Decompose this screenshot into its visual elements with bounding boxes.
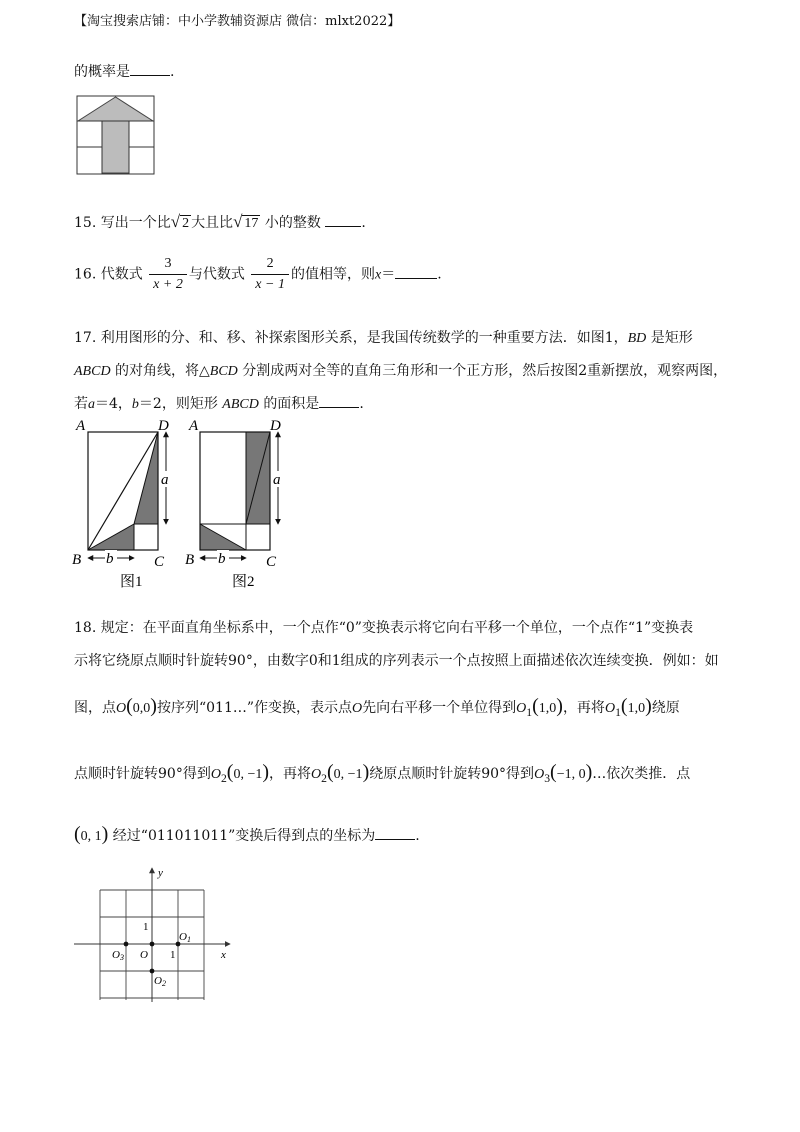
- label-o: O: [140, 949, 148, 961]
- q18-coord-o1: 1,0: [538, 701, 557, 716]
- q17-text-5: 若: [74, 396, 88, 412]
- q17-a-value: ＝4，: [95, 396, 132, 412]
- q17-b: b: [131, 397, 139, 412]
- fraction-1: $\frac{3}{x + 2}$: [149, 254, 187, 295]
- point-o3: [124, 942, 129, 947]
- q18-coord-o3: −1, 0: [556, 767, 586, 782]
- y-axis-label: y: [158, 867, 163, 879]
- fig2-label-a-length: a: [273, 472, 281, 488]
- q18-point-o1-b: O: [604, 701, 616, 716]
- x-tick-1: 1: [170, 949, 176, 961]
- q18-text-9: …依次类推．点: [592, 766, 691, 782]
- q18-text-3: 先向右平移一个单位得到: [362, 700, 517, 716]
- page-header: 【淘宝搜索店铺：中小学教辅资源店 微信：mlxt2022】: [74, 14, 401, 29]
- q17-abcd: ABCD: [74, 364, 111, 379]
- q15-text-1: 写出一个比: [100, 215, 171, 231]
- q18-point-o2: O: [210, 767, 221, 782]
- q18-coord-o2-b: 0, −1: [333, 767, 363, 782]
- q15-text: 15. 写出一个比√ 2 大且比√ 17 小的整数 .: [74, 212, 366, 234]
- fig1-caption: 图1: [120, 574, 143, 590]
- q17-text-3: 的对角线，将△: [115, 363, 210, 379]
- q16-number: 16.: [74, 266, 97, 283]
- q15-number: 15.: [74, 215, 97, 231]
- fig1-label-c: C: [154, 554, 165, 570]
- q14-answer-blank: [130, 75, 170, 76]
- figure-1: [72, 418, 172, 590]
- q18-point-o-2: O: [352, 701, 363, 716]
- fig1-label-d: D: [158, 418, 169, 434]
- q18-point-o3: O: [534, 767, 545, 782]
- q16-text-2: 与代数式: [188, 266, 245, 283]
- q17-line-1: [74, 328, 693, 349]
- q17-b-value: ＝2，则矩形: [138, 396, 218, 412]
- q18-text-5: 绕原: [651, 700, 680, 716]
- q16-equals: ＝: [381, 266, 396, 283]
- q18-text-6: 点顺时针旋转90°得到: [74, 766, 211, 782]
- q18-text-8: 绕原点顺时针旋转90°得到: [369, 766, 535, 782]
- point-o2: [150, 969, 155, 974]
- q18-coord-start: 0, 1: [80, 829, 102, 844]
- q17-figures: [68, 414, 308, 594]
- q14-tail: 的概率是: [74, 64, 130, 80]
- fig2-label-d: D: [270, 418, 281, 434]
- y-tick-1: 1: [143, 921, 149, 933]
- q18-line-2: 示将它绕原点顺时针旋转90°，由数字0和1组成的序列表示一个点按照上面描述依次连续变换．例如：如: [74, 653, 719, 669]
- q18-text-10: 经过“011011011”变换后得到点的坐标为: [112, 828, 376, 844]
- fig1-label-b: B: [72, 552, 82, 568]
- q18-text-1: 图，点: [74, 700, 116, 716]
- q18-coord-o2: 0, −1: [233, 767, 263, 782]
- q16-variable: x: [374, 267, 382, 283]
- point-o: [150, 942, 155, 947]
- q16-text-3: 的值相等，则: [290, 266, 375, 283]
- sqrt-2: √ 2: [170, 212, 190, 231]
- fig2-label-c: C: [266, 554, 277, 570]
- q18-point-o1: O: [516, 701, 527, 716]
- q17-text-2: 是矩形: [650, 330, 693, 346]
- figure-2: [185, 418, 284, 590]
- q18-text-2: 按序列“011…”作变换，表示点: [156, 700, 353, 716]
- fig1-label-a: A: [76, 418, 86, 434]
- q18-line-1: 18. 规定：在平面直角坐标系中，一个点作“0”变换表示将它向右平移一个单位，一个点作“1”变换表: [74, 620, 694, 636]
- fig2-label-b: B: [185, 552, 195, 568]
- q17-answer-blank: [319, 407, 359, 408]
- fig2-caption: 图2: [232, 574, 255, 590]
- fraction-2: $\frac{2}{x - 1}$: [251, 254, 289, 295]
- q15-answer-blank: [325, 226, 361, 227]
- q14-text: 的概率是 .: [74, 64, 175, 80]
- q17-line-3: 若a＝4，b＝2，则矩形 ABCD 的面积是 .: [74, 396, 364, 412]
- label-o2: O2: [154, 975, 166, 988]
- q18-answer-blank: [375, 839, 415, 840]
- q17-a: a: [88, 397, 95, 412]
- q16-text-1: 代数式: [100, 266, 143, 283]
- q17-text-4: 分割成两对全等的直角三角形和一个正方形，然后按图2重新摆放，观察两图，: [242, 363, 728, 379]
- fig1-label-b-length: b: [106, 551, 114, 567]
- q18-point-o: O: [116, 701, 127, 716]
- q18-line-4: 点顺时针旋转90°得到$O_2(0$, −1)，再将$O_2(0$, −1)绕原点顺时针旋转90°得到$O_3(-1$, 0)…依次类推．点: [74, 761, 691, 785]
- fig2-label-a: A: [189, 418, 199, 434]
- q15-text-3: 小的整数: [264, 215, 321, 231]
- q18-coord-o: 0,0: [132, 701, 151, 716]
- q18-line-3: 图，点O(0,0)按序列“011…”作变换，表示点O先向右平移一个单位得到$O_1(1,0)$，再将$O_1(1,0)$绕原: [74, 695, 680, 719]
- q15-text-2: 大且比: [191, 215, 234, 231]
- x-axis-label: x: [221, 949, 226, 961]
- q17-bd: BD: [627, 331, 647, 346]
- label-o3: O3: [112, 949, 124, 962]
- fig1-label-a-length: a: [161, 472, 169, 488]
- q18-text-7: ，再将: [269, 766, 312, 782]
- q18-point-o2-b: O: [311, 767, 322, 782]
- q18-coord-o1-b: 1,0: [627, 701, 646, 716]
- q17-abcd-2: ABCD: [222, 397, 259, 412]
- q17-number: 17.: [74, 330, 97, 346]
- q17-text-6: 的面积是: [263, 396, 320, 412]
- label-o1: O1: [179, 931, 191, 944]
- sqrt-17: √ 17: [233, 212, 259, 231]
- q14-arrow-figure: [76, 95, 156, 177]
- q18-line-5: (0, 1) 经过“011011011”变换后得到点的坐标为 .: [74, 823, 420, 845]
- q16-text: 16. 代数式 $\frac{3}{x + 2}$ 与代数式 $\frac{2}{x - 1}$ 的值相等，则x＝ .: [74, 254, 442, 295]
- fig2-label-b-length: b: [218, 551, 226, 567]
- q17-bcd: BCD: [209, 364, 238, 379]
- q17-line-2: [74, 361, 727, 382]
- q17-text-1: 利用图形的分、和、移、补探索图形关系，是我国传统数学的一种重要方法．如图1，: [100, 330, 628, 346]
- q18-text-4: ，再将: [562, 700, 605, 716]
- q18-grid-figure: [70, 862, 250, 1010]
- q16-answer-blank: [395, 278, 437, 279]
